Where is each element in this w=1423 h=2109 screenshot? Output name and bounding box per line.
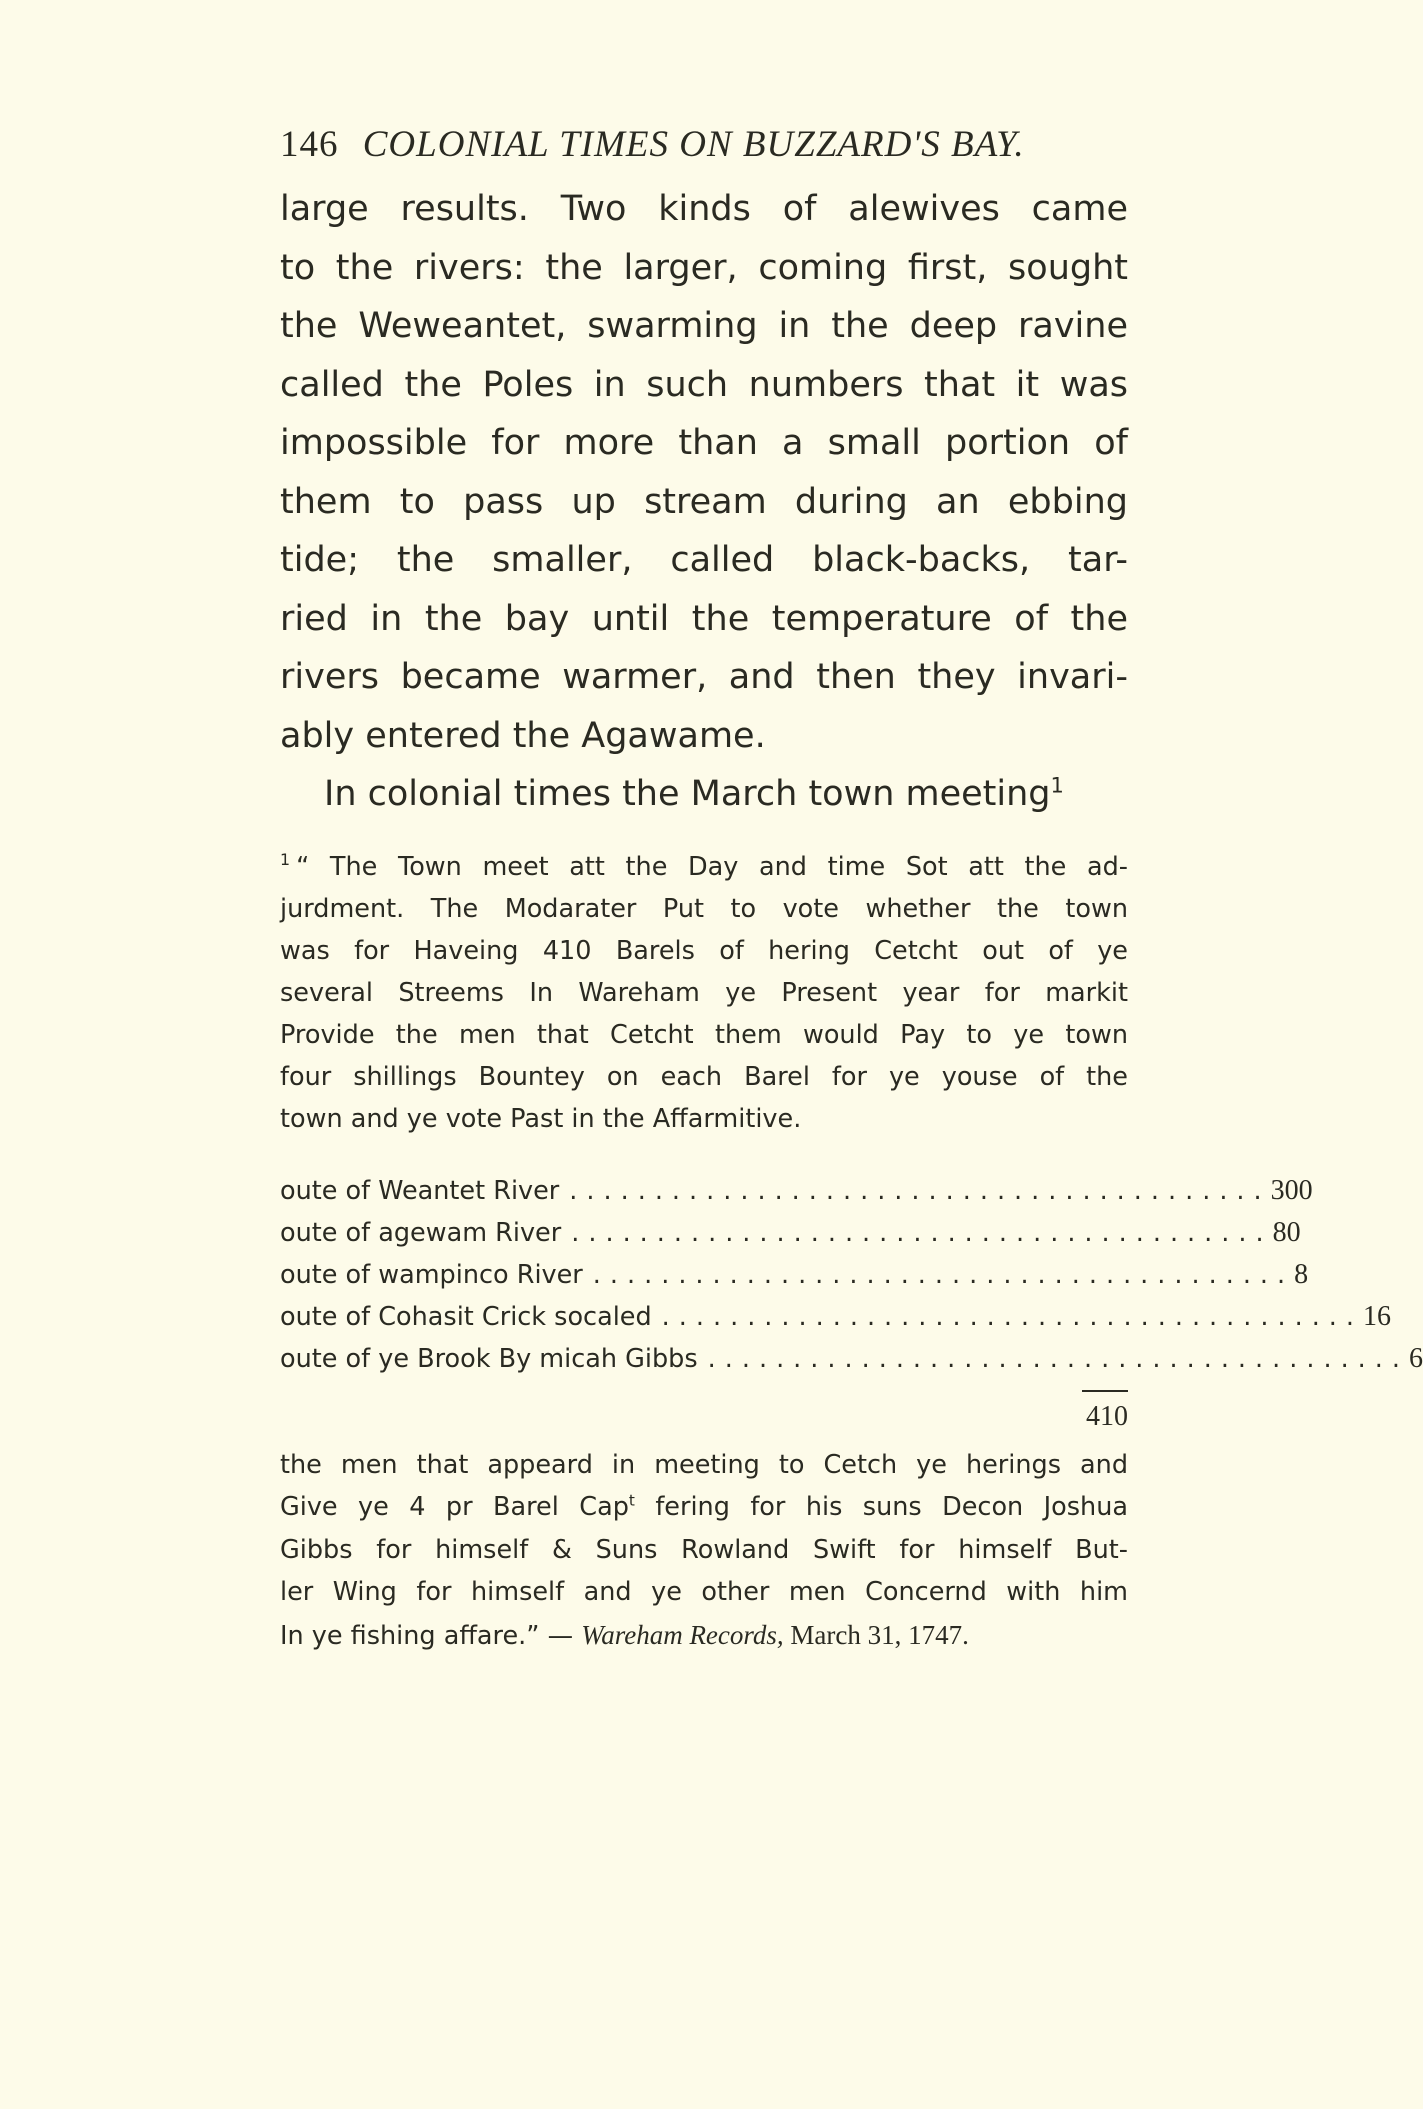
ledger-row [280, 1212, 1301, 1254]
body-line: large results. Two kinds of alewives came [280, 189, 1128, 229]
ledger-label: oute of Weantet River [280, 1175, 560, 1206]
ledger-value: 8 [1294, 1258, 1309, 1290]
body-paragraph [280, 180, 1128, 824]
citation-line [280, 1614, 1128, 1658]
continuation-line: ler Wing for himself and ye other men Concernd with him [280, 1577, 1128, 1607]
ledger-label: oute of Cohasit Crick socaled [280, 1301, 652, 1332]
body-line: tide; the smaller, called black-backs, tar- [280, 540, 1128, 580]
body-line: rivers became warmer, and then they invari- [280, 657, 1128, 697]
ledger-value: 80 [1272, 1216, 1301, 1248]
ledger-leader-dots: ......................................... [661, 1301, 1364, 1332]
ledger-leader-dots: ......................................... [592, 1259, 1295, 1290]
continuation-line-end: fering for his suns Decon Joshua [634, 1492, 1129, 1522]
footnote-marker: 1 [280, 850, 291, 869]
body-line: to the rivers: the larger, coming first, sought [280, 247, 1128, 288]
ledger-row [280, 1338, 1423, 1380]
ledger-total: 410 [1086, 1400, 1128, 1432]
ledger-leader-dots: ......................................... [707, 1343, 1409, 1374]
footnote-continuation [280, 1444, 1128, 1658]
continuation-line: Gibbs for himself & Suns Rowland Swift for himself But- [280, 1534, 1128, 1565]
footnote-line: was for Haveing 410 Barels of hering Cetcht out of ye [280, 935, 1128, 966]
footnote-line-text: “ The Town meet att the Day and time Sot att the ad- [296, 851, 1128, 882]
body-line: ried in the bay until the temperature of the [280, 598, 1128, 639]
ledger-row [280, 1296, 1392, 1338]
footnote-line: town and ye vote Past in the Affarmitive. [280, 1103, 802, 1134]
footnote-line: four shillings Bountey on each Barel for ye youse of the [280, 1061, 1128, 1092]
body-line: called the Poles in such numbers that it was [280, 364, 1128, 405]
page-number: 146 [280, 124, 339, 165]
citation-line-text: In ye fishing affare.” — [280, 1620, 582, 1651]
ledger-value: 300 [1270, 1174, 1313, 1206]
body-line: the Weweantet, swarming in the deep ravine [280, 306, 1128, 346]
ledger-row [280, 1254, 1309, 1296]
body-line: them to pass up stream during an ebbing [280, 481, 1128, 522]
footnote-line: jurdment. The Modarater Put to vote whether the town [280, 893, 1128, 924]
book-page [280, 120, 1423, 1657]
ledger-value: 6 [1409, 1342, 1423, 1374]
body-line: ably entered the Agawame. [280, 715, 766, 756]
ledger-label: oute of agewam River [280, 1217, 562, 1248]
footnote [280, 846, 1128, 1140]
running-title: COLONIAL TIMES ON BUZZARD'S BAY. [362, 124, 1025, 165]
footnote-line: several Streems In Wareham ye Present year for markit [280, 977, 1128, 1008]
continuation-line-start: Give ye 4 pr Barel Cap [280, 1492, 629, 1522]
herring-ledger [280, 1170, 1423, 1444]
ledger-leader-dots: ......................................... [571, 1217, 1273, 1248]
running-head [280, 120, 1128, 180]
ledger-row [280, 1170, 1313, 1212]
footnote-line [280, 846, 1128, 888]
citation-date: March 31, 1747. [783, 1619, 969, 1650]
ledger-value: 16 [1363, 1300, 1392, 1332]
footnote-line: Provide the men that Cetcht them would Pay to ye town [280, 1019, 1128, 1050]
ledger-label: oute of ye Brook By micah Gibbs [280, 1343, 698, 1374]
continuation-line: the men that appeard in meeting to Cetch ye herings and [280, 1449, 1128, 1480]
continuation-line [280, 1486, 1128, 1529]
citation-source: Wareham Records, [581, 1619, 784, 1650]
ledger-label: oute of wampinco River [280, 1259, 583, 1290]
body-paragraph-2 [280, 765, 1128, 824]
ledger-leader-dots: ......................................... [569, 1175, 1271, 1206]
body-line: impossible for more than a small portion of [280, 423, 1128, 463]
footnote-reference: 1 [1050, 773, 1064, 798]
body-paragraph-2-text: In colonial times the March town meeting [324, 774, 1051, 814]
abbreviation-superscript: t [628, 1491, 635, 1510]
